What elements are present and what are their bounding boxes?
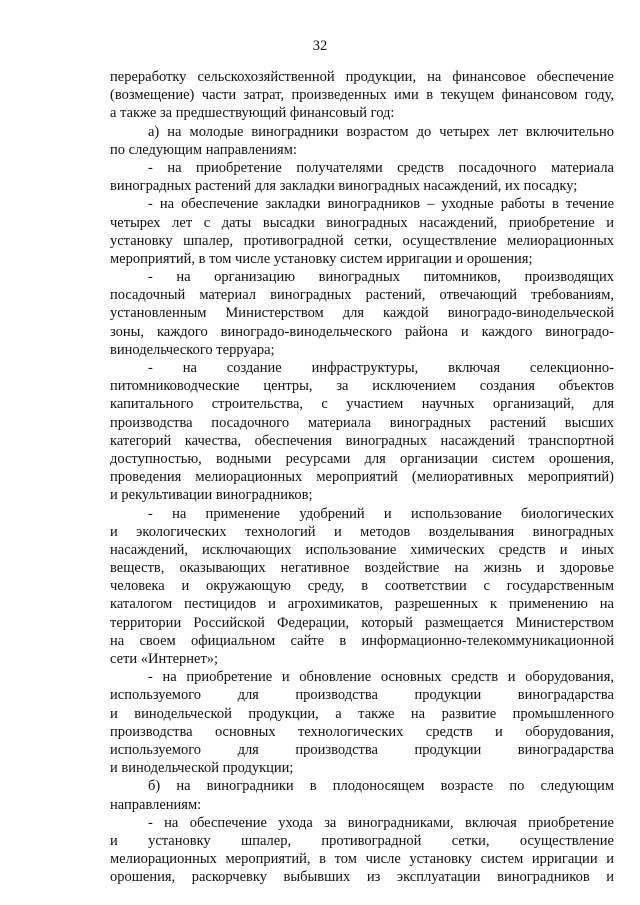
paragraph — [110, 668, 614, 777]
paragraph — [110, 814, 614, 887]
text-line: - на создание инфраструктуры, включая селекционно- — [148, 360, 614, 376]
text-line: посадочный материал виноградных растений, отвечающий требованиям, — [110, 287, 614, 304]
text-line: четырех лет с даты высадки виноградных насаждений, приобретение и — [110, 214, 614, 231]
text-line: - на применение удобрений и использование биологических — [148, 505, 614, 522]
text-line: сети «Интернет»; — [110, 651, 219, 667]
text-line: и винодельческой продукции, а также на развитие промышленного — [110, 705, 614, 722]
text-line: - на обеспечение закладки виноградников – уходные работы в течение — [148, 196, 614, 213]
text-line: - на организацию виноградных питомников, производящих — [148, 269, 614, 286]
text-line: виноградных растений для закладки виноградных насаждений, их посадку; — [110, 178, 578, 195]
text-line: используемого для производства продукции виноградарства — [110, 687, 614, 704]
text-line: а также за предшествующий финансовый год: — [110, 105, 395, 122]
text-line: и винодельческой продукции; — [110, 760, 294, 777]
text-line: доступностью, водными ресурсами для организации систем орошения, — [110, 450, 614, 467]
text-line: (возмещение) части затрат, произведенных ими в текущем финансовом году, — [110, 87, 614, 104]
text-line: человека и окружающую среду, в соответствии с государственным — [110, 578, 614, 595]
text-line: территории Российской Федерации, который размещается Министерством — [110, 614, 614, 631]
text-line: установленным Министерством для каждой виноградо-винодельческой — [110, 305, 614, 322]
paragraph — [110, 195, 614, 268]
text-line: капитального строительства, с участием научных организаций, для — [110, 396, 614, 413]
text-line: направлениям: — [110, 796, 202, 813]
text-line: производства основных технологических средств и оборудования, — [110, 723, 614, 740]
paragraph — [110, 359, 614, 505]
text-line: переработку сельскохозяйственной продукции, на финансовое обеспечение — [110, 69, 614, 85]
paragraph — [110, 159, 614, 195]
paragraph — [110, 505, 614, 669]
text-line: производства посадочного материала виноградных растений высших — [110, 414, 614, 431]
text-line: орошения, раскорчевку выбывших из эксплуатации виноградников и — [110, 869, 614, 886]
text-line: проведения мелиорационных мероприятий (мелиоративных мероприятий) — [110, 469, 614, 486]
text-line: на своем официальном сайте в информационно-телекоммуникационной — [110, 632, 614, 649]
paragraph — [110, 123, 614, 159]
text-line: используемого для производства продукции виноградарства — [110, 741, 614, 758]
text-line: установку шпалер, противоградной сетки, осуществление мелиорационных — [110, 232, 614, 249]
text-line: - на обеспечение ухода за виноградниками, включая приобретение — [148, 814, 614, 831]
paragraph — [110, 777, 614, 813]
page-number: 32 — [312, 38, 328, 54]
paragraph — [110, 68, 614, 123]
text-line: мероприятий, в том числе установку систем ирригации и орошения; — [110, 250, 533, 267]
text-line: б) на виноградники в плодоносящем возрасте по следующим — [148, 778, 614, 795]
text-line: мелиорационных мероприятий, в том числе установку систем ирригации и — [110, 851, 614, 868]
text-line: и рекультивации виноградников; — [110, 487, 313, 504]
text-line: и экологических технологий и методов возделывания виноградных — [110, 523, 614, 540]
paragraph — [110, 268, 614, 359]
text-line: по следующим направлениям: — [110, 141, 297, 158]
text-line: - на приобретение и обновление основных средств и оборудования, — [148, 669, 614, 686]
text-line: веществ, оказывающих негативное воздействие на жизнь и здоровье — [110, 560, 614, 577]
text-line: каталогом пестицидов и агрохимикатов, разрешенных к применению на — [110, 596, 614, 613]
text-line: категорий качества, обеспечения виноградных насаждений транспортной — [110, 432, 614, 449]
text-line: а) на молодые виноградники возрастом до четырех лет включительно — [148, 123, 614, 140]
text-line: зоны, каждого виноградо-винодельческого района и каждого виноградо- — [110, 323, 614, 340]
text-line: и установку шпалер, противоградной сетки, осуществление — [110, 832, 614, 849]
text-line: - на приобретение получателями средств посадочного материала — [148, 159, 614, 176]
text-line: питомниководческие центры, за исключением создания объектов — [110, 378, 614, 395]
text-line: винодельческого терруара; — [110, 341, 275, 358]
body-text — [110, 68, 614, 886]
text-line: насаждений, исключающих использование химических средств и иных — [110, 541, 614, 558]
